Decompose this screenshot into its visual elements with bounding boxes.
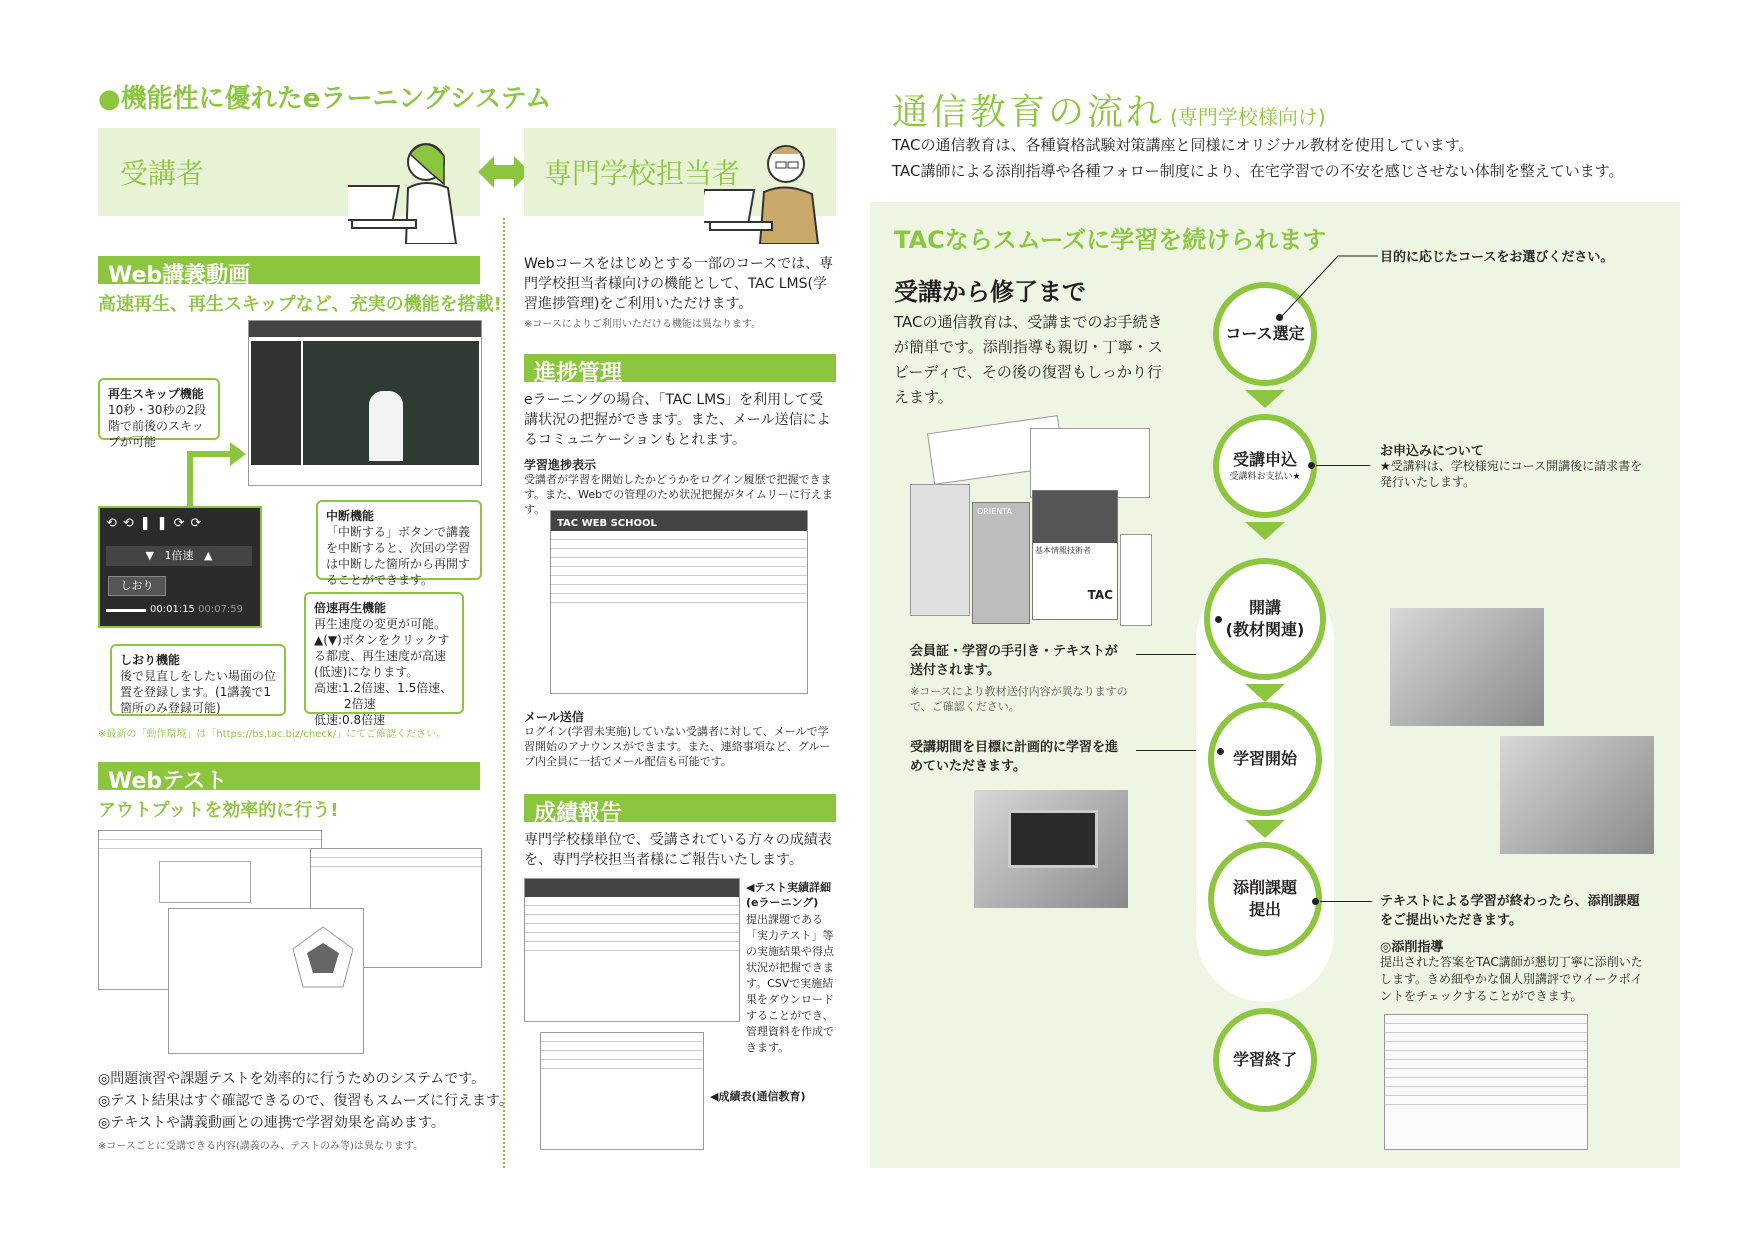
progress-display-title: 学習進捗表示 xyxy=(524,458,597,472)
report-card-caption: ◀成績表(通信教育) xyxy=(710,1090,806,1103)
player-time xyxy=(150,604,243,615)
step-open xyxy=(1204,558,1326,680)
speed-down-icon[interactable]: ▼ xyxy=(145,549,154,562)
step-apply-sub: 受講料お支払い★ xyxy=(1229,472,1301,482)
note-correction-text: 提出された答案をTAC講師が懇切丁寧に添削いたします。きめ細やかな個人別講評でウイークポイントをチェックすることができます。 xyxy=(1380,955,1643,1003)
test-detail-screenshot xyxy=(524,878,740,1022)
web-test-subtitle: アウトプットを効率的に行う! xyxy=(98,800,339,821)
step-finish xyxy=(1213,1008,1317,1112)
mail-text: ログイン(学習未実施)していない受講者に対して、メールで学習開始のアナウンスができます。また、連絡事項など、グループ内全員に一括でメール配信も可能です。 xyxy=(524,725,831,768)
step-submit xyxy=(1208,842,1322,956)
web-school-logo: TAC WEB SCHOOL xyxy=(557,518,657,529)
flow-arrow-2 xyxy=(1245,522,1285,540)
seek-bar[interactable] xyxy=(106,609,146,612)
bookmark-label: しおり xyxy=(120,579,154,592)
flow-heading: 受講から修了まで xyxy=(894,278,1086,306)
step-study-start xyxy=(1208,702,1322,816)
course-leader-line xyxy=(1278,252,1378,322)
staff-label: 専門学校担当者 xyxy=(544,157,741,190)
step-study-start-label: 学習開始 xyxy=(1232,749,1297,768)
report-bar: 成績報告 xyxy=(524,794,836,822)
progress-display-text: 受講者が学習を開始したかどうかをログイン履歴で把握できます。また、Webでの管理のため状況把握がタイムリーに行えます。 xyxy=(524,473,833,516)
bookmark-button[interactable] xyxy=(108,576,166,596)
total-time: 00:07:59 xyxy=(198,604,244,615)
step-submit-label-b: 提出 xyxy=(1248,900,1281,919)
laptop-photo xyxy=(1390,608,1544,726)
test-detail-title: ◀テスト実績詳細(eラーニング) xyxy=(746,881,832,909)
step-apply-label: 受講申込 xyxy=(1232,450,1297,469)
web-lecture-note: ※最新の「動作環境」は「https://bs.tac.biz/check/」にてご確認ください。 xyxy=(98,729,447,740)
lecturer-figure xyxy=(369,391,403,461)
web-lecture-bar: Web講義動画 xyxy=(98,256,480,284)
web-test-bar: Webテスト xyxy=(98,762,480,790)
book-label-2: 基本情報技術者 xyxy=(1035,546,1091,555)
left-main-title: ●機能性に優れたeラーニングシステム xyxy=(98,84,552,114)
web-test-bullet-3: ◎テキストや講義動画との連携で学習効果を高めます。 xyxy=(98,1115,445,1131)
double-arrow-icon xyxy=(478,152,530,192)
flow-arrow-1 xyxy=(1245,390,1285,408)
right-title-sub: (専門学校様向け) xyxy=(1170,105,1326,129)
right-intro-2: TAC講師による添削指導や各種フォロー制度により、在宅学習での不安を感じさせない体制を整えています。 xyxy=(892,162,1624,180)
report-card-image xyxy=(540,1032,704,1150)
speed-selector[interactable] xyxy=(106,546,252,566)
book-label-1: ORIENTA xyxy=(977,507,1012,516)
callout-skip-title: 再生スキップ機能 xyxy=(108,387,204,401)
callout-pause-title: 中断機能 xyxy=(326,509,375,523)
student-illustration xyxy=(348,134,478,244)
panel-heading: TACならスムーズに学習を続けられます xyxy=(894,226,1327,254)
progress-text: eラーニングの場合、「TAC LMS」を利用して受講状況の把握ができます。また、メール送信によるコミュニケーションもとれます。 xyxy=(524,392,831,448)
right-title-main: 通信教育の流れ xyxy=(892,92,1166,133)
web-test-bullets xyxy=(98,1068,513,1134)
lecture-video-screenshot xyxy=(248,320,482,486)
materials-image xyxy=(910,424,1150,624)
skip-buttons[interactable]: ⟲⟲❚❚⟳⟳ xyxy=(106,516,208,531)
student-label: 受講者 xyxy=(120,157,205,190)
column-divider xyxy=(503,218,505,1168)
test-detail-text: 提出課題である「実力テスト」等の実施結果や得点状況が把握できます。CSVで実施結果をダウンロードすることができ、管理資料を作成できます。 xyxy=(746,913,834,1054)
staff-intro: Webコースをはじめとする一部のコースでは、専門学校担当者様向けの機能として、TAC LMS(学習進捗管理)をご利用いただけます。 xyxy=(524,256,834,312)
note-apply-text: ★受講料は、学校様宛にコース開講後に請求書を発行いたします。 xyxy=(1380,459,1643,489)
flow-text: TACの通信教育は、受講までのお手続きが簡単です。添削指導も親切・丁寧・スピーディで、その後の復習もしっかり行えます。 xyxy=(894,313,1163,406)
note-course: 目的に応じたコースをお選びください。 xyxy=(1380,250,1614,265)
web-lecture-subtitle: 高速再生、再生スキップなど、充実の機能を搭載! xyxy=(98,294,502,315)
callout-pause xyxy=(316,500,482,587)
flow-arrow-3 xyxy=(1245,684,1285,702)
web-test-result-screenshot xyxy=(168,908,364,1054)
staff-intro-note: ※コースによりご利用いただける機能は異なります。 xyxy=(524,319,762,330)
callout-skip xyxy=(98,378,220,449)
step-submit-label-a: 添削課題 xyxy=(1232,878,1297,897)
callout-pause-text: 「中断する」ボタンで講義を中断すると、次回の学習は中断した箇所から再開することができます。 xyxy=(326,525,471,587)
staff-header xyxy=(524,128,836,216)
note-submit: テキストによる学習が終わったら、添削課題をご提出いただきます。 xyxy=(1380,894,1640,928)
web-test-bullet-1: ◎問題演習や課題テストを効率的に行うためのシステムです。 xyxy=(98,1071,486,1087)
callout-bookmark xyxy=(110,644,286,716)
callout-speed-high: 高速:1.2倍速、1.5倍速、 xyxy=(314,681,453,695)
progress-bar: 進捗管理 xyxy=(524,354,836,382)
note-open-small: ※コースにより教材送付内容が異なりますので、ご確認ください。 xyxy=(910,685,1128,713)
note-apply-title: お申込みについて xyxy=(1380,444,1484,459)
callout-speed-text: 再生速度の変更が可能。▲(▼)ボタンをクリックする都度、再生速度が高速(低速)になります。 xyxy=(314,617,450,679)
flow-panel xyxy=(870,202,1680,1168)
flow-arrow-4 xyxy=(1245,820,1285,838)
callout-speed-title: 倍速再生機能 xyxy=(314,601,387,615)
callout-speed-high2: 2倍速 xyxy=(344,697,376,711)
right-intro-1: TACの通信教育は、各種資格試験対策講座と同様にオリジナル教材を使用しています。 xyxy=(892,136,1474,154)
speed-value: 1倍速 xyxy=(164,549,194,562)
callout-speed xyxy=(304,592,464,727)
step-open-label-a: 開講 xyxy=(1248,598,1281,617)
student-header xyxy=(98,128,480,216)
step-apply xyxy=(1213,414,1317,518)
current-time: 00:01:15 xyxy=(150,604,195,615)
note-correction-title: ◎添削指導 xyxy=(1380,940,1444,955)
web-test-bullet-2: ◎テスト結果はすぐ確認できるので、復習もスムーズに行えます。 xyxy=(98,1093,513,1109)
step-finish-label: 学習終了 xyxy=(1232,1050,1297,1069)
callout-skip-text: 10秒・30秒の2段階で前後のスキップが可能 xyxy=(108,403,207,449)
book-logo: TAC xyxy=(1087,588,1113,602)
staff-illustration xyxy=(704,134,834,244)
report-text: 専門学校様単位で、受講されている方々の成績表を、専門学校担当者様にご報告いたします。 xyxy=(524,832,832,868)
note-open-title: 会員証・学習の手引き・テキストが送付されます。 xyxy=(910,644,1118,678)
step-open-label-b: (教材関連) xyxy=(1225,620,1305,639)
callout-bookmark-text: 後で見直しをしたい場面の位置を登録します。(1講義で1箇所のみ登録可能) xyxy=(120,669,277,715)
lms-screenshot xyxy=(550,510,808,694)
note-study: 受講期間を目標に計画的に学習を進めていただきます。 xyxy=(910,740,1119,774)
speed-up-icon[interactable]: ▲ xyxy=(204,549,213,562)
step-course-select-label: コース選定 xyxy=(1225,324,1305,343)
classroom-photo xyxy=(974,790,1128,908)
mail-title: メール送信 xyxy=(524,710,584,724)
web-test-note: ※コースごとに受講できる内容(講義のみ、テストのみ等)は異なります。 xyxy=(98,1141,424,1152)
radar-chart-icon xyxy=(287,923,359,995)
callout-bookmark-title: しおり機能 xyxy=(120,653,181,667)
player-controls xyxy=(98,506,262,628)
callout-speed-low: 低速:0.8倍速 xyxy=(314,713,386,727)
writing-photo xyxy=(1500,736,1654,854)
corrected-answer-sheet xyxy=(1384,1014,1588,1150)
right-title xyxy=(892,84,1326,135)
